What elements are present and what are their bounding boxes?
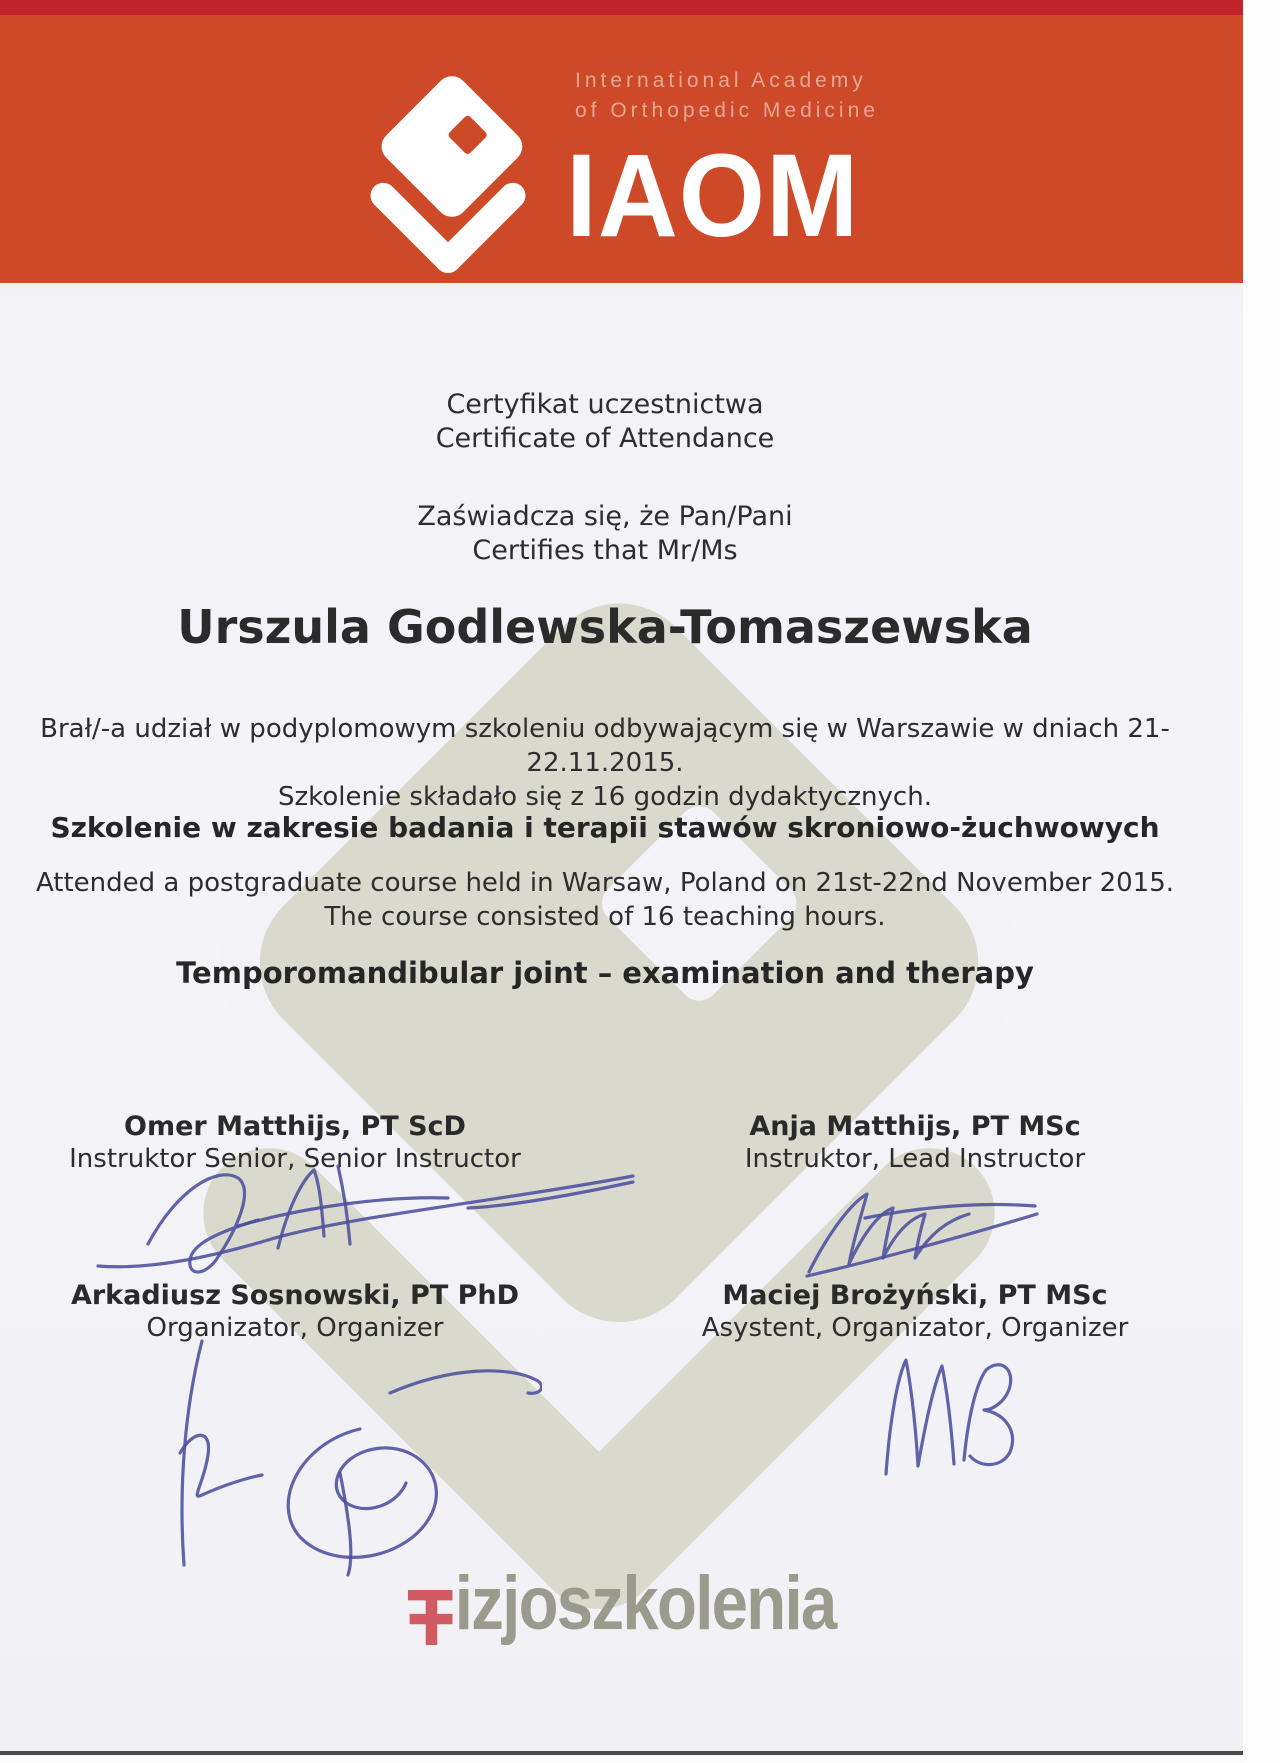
signatory-name: Arkadiusz Sosnowski, PT PhD (70, 1280, 520, 1311)
brand-text: izjoszkolenia (454, 1561, 836, 1646)
course-title-en: Temporomandibular joint – examination and therapy (176, 956, 1034, 990)
intro-en: Certifies that Mr/Ms (472, 535, 738, 566)
scan-bottom-edge (0, 1751, 1245, 1755)
course-description-pl-line1: Brał/-a udział w podyplomowym szkoleniu odbywającym się w Warszawie w dniach 21-22.11.2015. (40, 714, 1170, 778)
signature-maciej-brozynski (872, 1348, 1032, 1480)
org-name (575, 66, 879, 126)
iaom-diamond-logo-icon (346, 64, 550, 284)
iaom-wordmark: IAOM (566, 130, 860, 262)
course-description-en-line2: The course consisted of 16 teaching hours. (324, 902, 886, 932)
signature-arkadiusz-sosnowski (150, 1333, 542, 1579)
signatory-anja-matthijs (645, 1110, 1185, 1176)
fizjoszkolenia-logo (87, 1561, 1156, 1646)
brand-letter-f-icon (407, 1590, 452, 1645)
course-description-pl (0, 712, 1210, 814)
course-description-pl-line2: Szkolenie składało się z 16 godzin dydaktycznych. (278, 782, 932, 812)
course-description-en-line1: Attended a postgraduate course held in Warsaw, Poland on 21st-22nd November 2015. (35, 868, 1175, 898)
org-name-line1: International Academy (575, 69, 867, 92)
signatory-name: Omer Matthijs, PT ScD (124, 1111, 466, 1142)
certificate-title (0, 388, 1210, 456)
header-banner (0, 15, 1243, 283)
signatory-name: Anja Matthijs, PT MSc (749, 1111, 1081, 1142)
certificate-intro (0, 500, 1210, 568)
banner-top-stripe (0, 0, 1243, 15)
signature-omer-matthijs (88, 1148, 648, 1293)
signature-anja-matthijs (795, 1180, 1060, 1280)
certificate-title-en: Certificate of Attendance (435, 423, 775, 454)
intro-pl: Zaświadcza się, że Pan/Pani (417, 501, 793, 532)
signatory-role: Organizator, Organizer (146, 1313, 444, 1343)
recipient-name: Urszula Godlewska-Tomaszewska (177, 600, 1033, 654)
org-name-line2: of Orthopedic Medicine (575, 99, 879, 122)
signatory-role: Instruktor, Lead Instructor (744, 1144, 1086, 1174)
scan-margin (1243, 0, 1280, 1763)
signatory-role: Asystent, Organizator, Organizer (701, 1313, 1129, 1343)
course-title-pl: Szkolenie w zakresie badania i terapii stawów skroniowo-żuchwowych (50, 811, 1160, 844)
signatory-name: Maciej Brożyński, PT MSc (722, 1280, 1108, 1311)
course-description-en (0, 866, 1210, 934)
signatory-role: Instruktor Senior, Senior Instructor (69, 1144, 521, 1174)
signatory-maciej-brozynski (645, 1279, 1185, 1345)
certificate-title-pl: Certyfikat uczestnictwa (446, 389, 764, 420)
